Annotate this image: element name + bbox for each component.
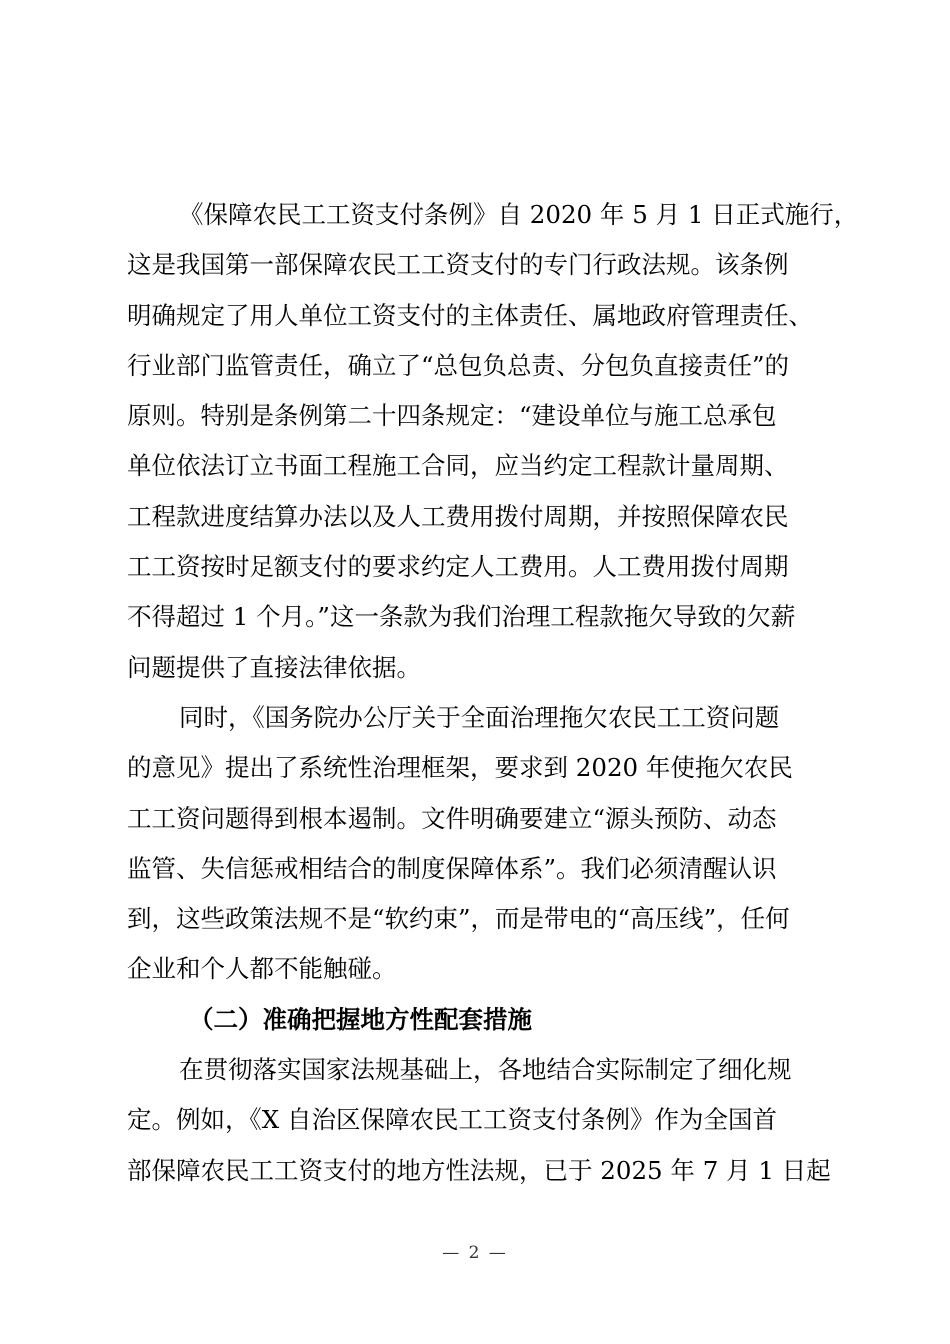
paragraph-3 bbox=[127, 1045, 831, 1196]
document-body bbox=[127, 190, 859, 1196]
text-line: 部保障农民工工资支付的地方性法规，已于 2025 年 7 月 1 日起 bbox=[127, 1155, 831, 1185]
text-line: 同时，《国务院办公厅关于全面治理拖欠农民工工资问题 bbox=[179, 702, 780, 732]
text-line: 《保障农民工工资支付条例》自 2020 年 5 月 1 日正式施行， bbox=[179, 200, 859, 229]
text-line: 行业部门监管责任，确立了“总包负总责、分包负直接责任”的 bbox=[127, 350, 790, 380]
text-line: 的意见》提出了系统性治理框架，要求到 2020 年使拖欠农民 bbox=[127, 753, 793, 783]
section-heading: （二）准确把握地方性配套措施 bbox=[189, 1004, 532, 1034]
page-number: — 2 — bbox=[442, 1243, 508, 1263]
text-line: 在贯彻落实国家法规基础上，各地结合实际制定了细化规 bbox=[179, 1055, 792, 1085]
text-line: 工程款进度结算办法以及人工费用拨付周期，并按照保障农民 bbox=[127, 501, 789, 531]
paragraph-1 bbox=[127, 190, 859, 693]
text-line: 单位依法订立书面工程施工合同，应当约定工程款计量周期、 bbox=[127, 451, 789, 481]
text-line: 工工资按时足额支付的要求约定人工费用。人工费用拨付周期 bbox=[127, 552, 789, 582]
text-line: 这是我国第一部保障农民工工资支付的专门行政法规。该条例 bbox=[127, 250, 789, 280]
text-line: 到，这些政策法规不是“软约束”，而是带电的“高压线”，任何 bbox=[127, 904, 790, 934]
text-line: 原则。特别是条例第二十四条规定：“建设单位与施工总承包 bbox=[127, 401, 777, 431]
text-line: 监管、失信惩戒相结合的制度保障体系”。我们必须清醒认识 bbox=[127, 853, 777, 883]
text-line: 明确规定了用人单位工资支付的主体责任、属地政府管理责任、 bbox=[127, 300, 813, 330]
text-line: 企业和个人都不能触碰。 bbox=[127, 954, 397, 984]
text-line: 定。例如，《X 自治区保障农民工工资支付条例》作为全国首 bbox=[127, 1105, 777, 1135]
paragraph-2 bbox=[127, 693, 823, 995]
text-line: 问题提供了直接法律依据。 bbox=[127, 652, 421, 682]
text-line: 不得超过 1 个月。”这一条款为我们治理工程款拖欠导致的欠薪 bbox=[127, 602, 796, 632]
text-line: 工工资问题得到根本遏制。文件明确要建立“源头预防、动态 bbox=[127, 803, 777, 833]
